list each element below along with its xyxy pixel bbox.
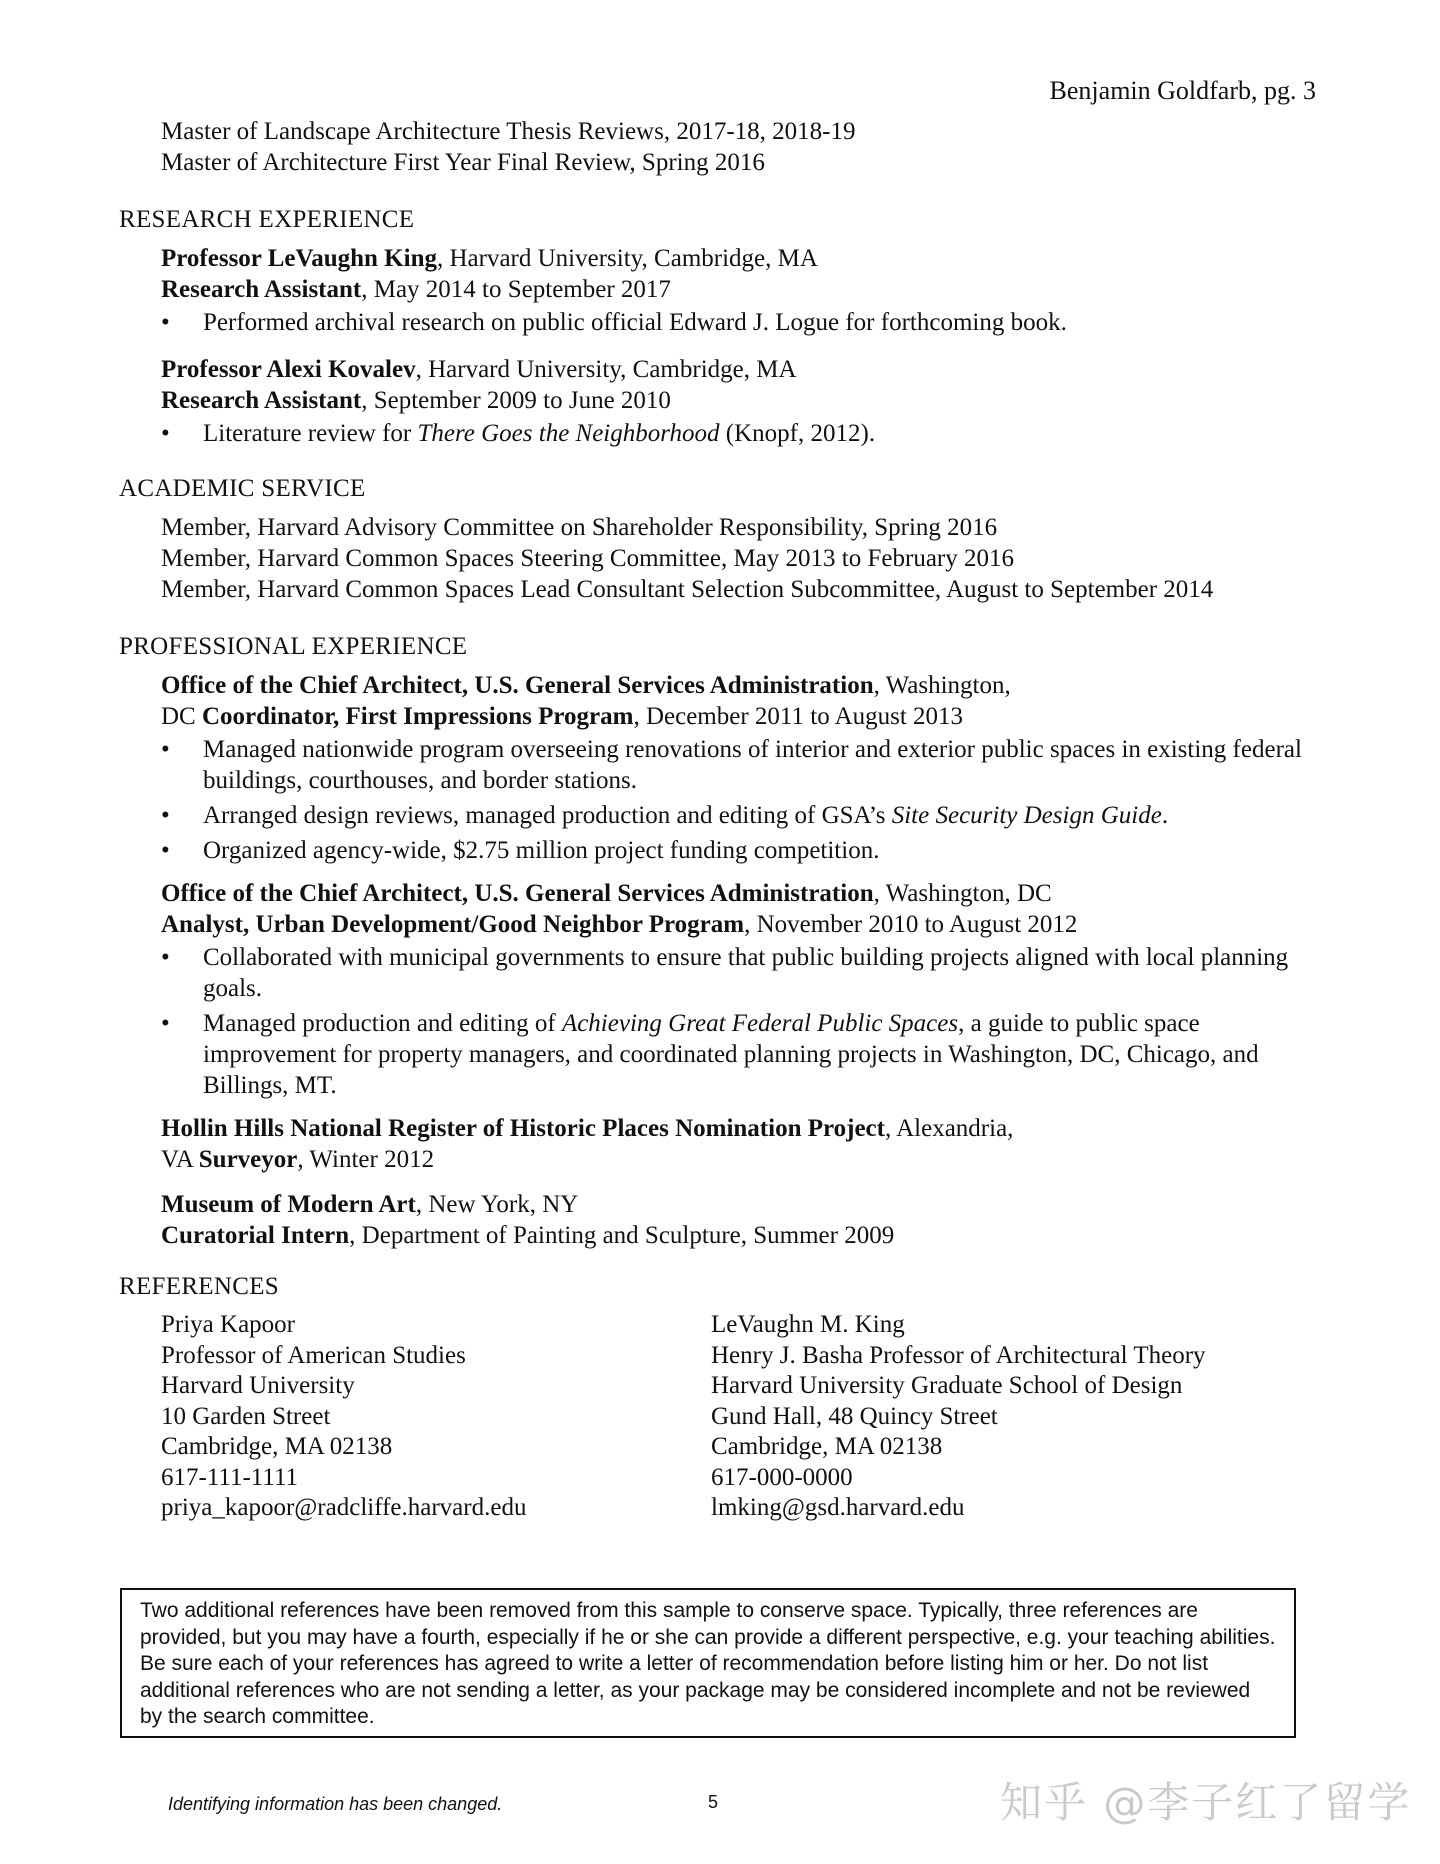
entry-role-detail: , December 2011 to August 2013: [633, 703, 964, 730]
bullet-item: • Organized agency-wide, $2.75 million project funding competition.: [161, 835, 1329, 866]
entry-org: Museum of Modern Art: [161, 1191, 416, 1218]
professional-entry: [119, 1113, 1329, 1175]
entry-role: Research Assistant: [161, 387, 362, 414]
section-heading-service: ACADEMIC SERVICE: [119, 475, 366, 502]
advice-note-box: Two additional references have been removed from this sample to conserve space. Typically, three references are provided, but you may have a fourth, especially if he or she can provide a different perspective, e.g. your teaching abilities. Be sure each of your references has agreed to write a letter of recommendation before listing him or her. Do not list additional references who are not sending a letter, as your package may be considered incomplete and not be reviewed by the search committee.: [120, 1588, 1296, 1738]
entry-role: Curatorial Intern: [161, 1222, 350, 1249]
reference-line: 10 Garden Street: [161, 1402, 331, 1430]
reference-email: priya_kapoor@radcliffe.harvard.edu: [161, 1494, 527, 1521]
entry-role-detail: , November 2010 to August 2012: [744, 911, 1078, 938]
bullet-text: Arranged design reviews, managed production and editing of GSA’s: [203, 802, 892, 829]
entry-role: Coordinator, First Impressions Program: [201, 703, 634, 730]
bullet-item: [161, 418, 1329, 449]
continued-item: Master of Landscape Architecture Thesis Reviews, 2017-18, 2018-19: [161, 118, 856, 145]
bullet-list: [119, 307, 1329, 338]
bullet-text: , a guide to public space improvement for property managers, and coordinated planning projects in Washington, DC, Chicago, and Billings, MT.: [203, 1010, 1259, 1099]
watermark: 知乎 @李子红了留学: [1000, 1778, 1412, 1827]
entry-org-detail: , Washington,: [873, 672, 1011, 699]
publication-title: Achieving Great Federal Public Spaces: [561, 1010, 959, 1037]
reference-line: Professor of American Studies: [161, 1341, 466, 1369]
reference-line: Cambridge, MA 02138: [711, 1433, 943, 1460]
entry-org-detail: , Washington, DC: [873, 880, 1052, 907]
entry-role-detail: , Winter 2012: [297, 1146, 435, 1173]
reference-line: Harvard University Graduate School of Design: [711, 1372, 1183, 1399]
page-number: 5: [708, 1792, 719, 1812]
bullet-item: • Collaborated with municipal governments to ensure that public building projects aligned with local planning goals.: [161, 942, 1329, 1004]
bullet-text: .: [1161, 802, 1169, 829]
reference-line: 617-000-0000: [711, 1463, 853, 1491]
footer-note: Identifying information has been changed.: [168, 1794, 503, 1814]
reference-line: 617-111-1111: [161, 1463, 299, 1491]
service-list: [119, 512, 1329, 605]
bullet-list: [119, 418, 1329, 449]
bullet-text: (Knopf, 2012).: [719, 420, 876, 447]
bullet-item: • Managed nationwide program overseeing renovations of interior and exterior public spaces in existing federal buildings, courthouses, and border stations.: [161, 734, 1329, 796]
bullet-list: [119, 942, 1329, 1101]
entry-location: DC: [161, 703, 202, 730]
bullet-item: [161, 800, 1329, 831]
continued-item: Master of Architecture First Year Final Review, Spring 2016: [161, 149, 765, 176]
cv-content: [119, 116, 1329, 1524]
entry-org: Office of the Chief Architect, U.S. General Services Administration: [161, 880, 874, 907]
entry-org-detail: , Harvard University, Cambridge, MA: [415, 356, 797, 383]
reference-line: Harvard University: [161, 1372, 355, 1399]
bullet-list: [119, 734, 1329, 866]
professional-entry: [119, 1189, 1329, 1251]
professional-entry: [119, 878, 1329, 940]
bullet-text: Literature review for: [203, 420, 418, 447]
entry-role: Analyst, Urban Development/Good Neighbor Program: [161, 911, 745, 938]
research-entry: [119, 354, 1329, 416]
bullet-text: Managed production and editing of: [203, 1010, 562, 1037]
research-entry: [119, 243, 1329, 305]
entry-org: Professor LeVaughn King: [161, 245, 437, 272]
entry-org: Professor Alexi Kovalev: [161, 356, 416, 383]
service-item: Member, Harvard Common Spaces Steering Committee, May 2013 to February 2016: [161, 545, 1015, 572]
entry-role-detail: , May 2014 to September 2017: [361, 276, 671, 303]
references-block: [119, 1310, 1329, 1524]
entry-role-detail: , Department of Painting and Sculpture, Summer 2009: [349, 1222, 895, 1249]
entry-org-detail: , Alexandria,: [884, 1115, 1014, 1142]
entry-role: Research Assistant: [161, 276, 362, 303]
entry-org: Hollin Hills National Register of Historic Places Nomination Project: [161, 1115, 885, 1142]
reference-line: Cambridge, MA 02138: [161, 1433, 393, 1460]
section-heading-references: REFERENCES: [119, 1273, 279, 1300]
reference-left: [161, 1310, 711, 1524]
reference-line: Priya Kapoor: [161, 1311, 295, 1338]
book-title: There Goes the Neighborhood: [417, 420, 720, 447]
continued-section: [119, 116, 1329, 178]
running-head: Benjamin Goldfarb, pg. 3: [1049, 76, 1316, 105]
reference-line: Gund Hall, 48 Quincy Street: [711, 1402, 998, 1430]
section-heading-professional: PROFESSIONAL EXPERIENCE: [119, 633, 468, 660]
bullet-item: [161, 1008, 1329, 1101]
service-item: Member, Harvard Common Spaces Lead Consultant Selection Subcommittee, August to September 2014: [161, 576, 1214, 603]
bullet-item: • Performed archival research on public official Edward J. Logue for forthcoming book.: [161, 307, 1329, 338]
entry-org-detail: , New York, NY: [415, 1191, 579, 1218]
reference-line: LeVaughn M. King: [711, 1311, 905, 1338]
entry-role-detail: , September 2009 to June 2010: [361, 387, 671, 414]
professional-entry: [119, 670, 1329, 732]
section-heading-research: RESEARCH EXPERIENCE: [119, 206, 415, 233]
entry-role: Surveyor: [198, 1146, 298, 1173]
publication-title: Site Security Design Guide: [891, 802, 1162, 829]
entry-org: Office of the Chief Architect, U.S. General Services Administration: [161, 672, 874, 699]
service-item: Member, Harvard Advisory Committee on Shareholder Responsibility, Spring 2016: [161, 514, 998, 541]
entry-org-detail: , Harvard University, Cambridge, MA: [436, 245, 818, 272]
reference-line: Henry J. Basha Professor of Architectural Theory: [711, 1341, 1206, 1369]
reference-right: [711, 1310, 1261, 1524]
reference-email: lmking@gsd.harvard.edu: [711, 1494, 965, 1521]
entry-location: VA: [161, 1146, 199, 1173]
